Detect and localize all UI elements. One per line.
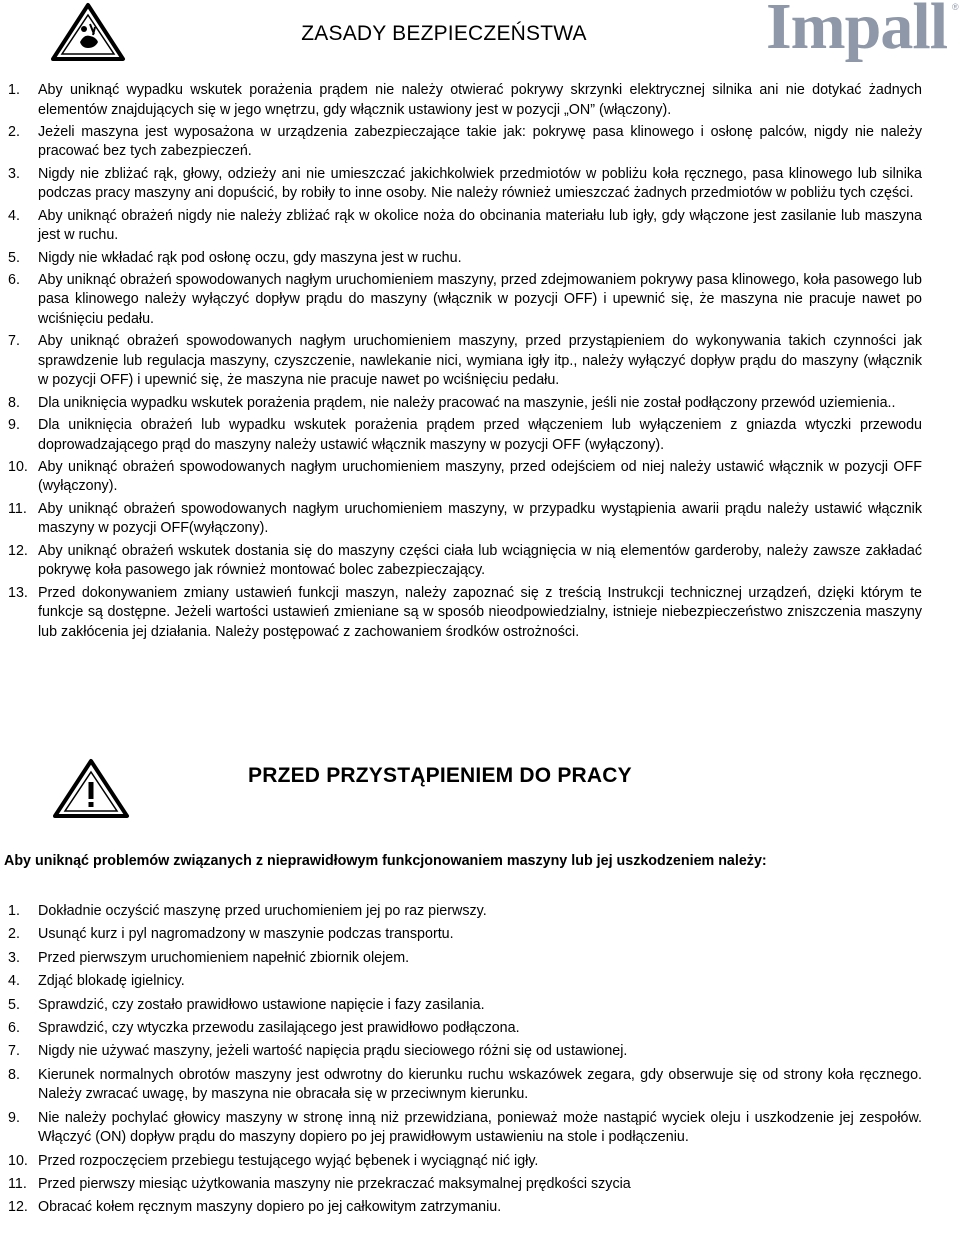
item-text: Przed pierwszym uruchomieniem napełnić zbiornik olejem.: [38, 949, 410, 966]
item-number: 12.: [8, 1199, 28, 1216]
item-text: Przed rozpoczęciem przebiegu testującego wyjąć bębenek i wyciągnąć nić igły.: [38, 1152, 539, 1169]
item-number: 10.: [8, 458, 28, 475]
item-text: Aby uniknąć obrażeń spowodowanych nagłym uruchomieniem maszyny, przed odejściem od niej należy ustawić włącznik w pozycji OFF (wyłączony).: [38, 458, 922, 495]
list-item: [8, 1042, 922, 1062]
item-number: 1.: [8, 82, 20, 98]
list-item: [8, 972, 922, 992]
item-text: Sprawdzić, czy wtyczka przewodu zasilającego jest prawidłowo podłączona.: [38, 1019, 520, 1036]
item-text: Kierunek normalnych obrotów maszyny jest odwrotny do kierunku ruchu wskazówek zegara, gdy obserwuje się od strony koła ręcznego. Należy zwracać uwagę, by maszyna nie obracała się w przeciwnym kierunku.: [38, 1066, 922, 1103]
list-item: [8, 271, 922, 330]
item-text: Przed pierwszy miesiąc użytkowania maszyny nie przekraczać maksymalnej prędkości szycia: [38, 1176, 631, 1193]
item-text: Obracać kołem ręcznym maszyny dopiero po jej całkowitym zatrzymaniu.: [38, 1199, 502, 1216]
list-item: [8, 332, 922, 391]
list-item: [8, 902, 922, 922]
list-item: [8, 123, 922, 162]
item-text: Aby uniknąć obrażeń nigdy nie należy zbliżać rąk w okolice noża do obcinania materiału lub igły, gdy włączone jest zasilanie lub maszyna jest w ruchu.: [38, 207, 922, 244]
list-item: [8, 1019, 922, 1039]
item-text: Usunąć kurz i pyl nagromadzony w maszynie podczas transportu.: [38, 926, 454, 943]
exclamation-warning-icon: [52, 758, 130, 825]
item-number: 4.: [8, 207, 20, 224]
item-number: 2.: [8, 926, 20, 943]
registered-mark: ®: [952, 2, 959, 12]
item-number: 8.: [8, 1066, 20, 1083]
item-number: 3.: [8, 949, 20, 966]
item-number: 10.: [8, 1152, 28, 1169]
list-item: [8, 458, 922, 497]
list-item: [8, 1198, 922, 1218]
item-number: 6.: [8, 1019, 20, 1036]
list-item: [8, 394, 922, 414]
item-number: 4.: [8, 973, 20, 990]
item-text: Dla uniknięcia obrażeń lub wypadku wskutek porażenia prądem przed włączeniem lub wyłączeniem z gniazda wtyczki przewodu doprowadzającego prąd do maszyny należy ustawić włącznik maszyny w pozycji OFF (wyłączony).: [38, 417, 922, 453]
item-text: Sprawdzić, czy zostało prawidłowo ustawione napięcie i fazy zasilania.: [38, 996, 485, 1013]
item-text: Jeżeli maszyna jest wyposażona w urządzenia zabezpieczające takie jak: pokrywę pasa klinowego i osłonę palców, nigdy nie należy pracować bez tych zabezpieczeń.: [38, 123, 922, 160]
section-title: PRZED PRZYSTĄPIENIEM DO PRACY: [248, 764, 632, 787]
item-number: 3.: [8, 165, 20, 182]
item-text: Nie należy pochylać głowicy maszyny w stronę inną niż przewidziana, ponieważ może nastąpić wyciek oleju i uszkodzenie jej zespołów. Włączyć (ON) dopływ prądu do maszyny dopiero po jej prawidłowym ustawieniu na stole i podłączeniu.: [38, 1109, 922, 1146]
item-number: 9.: [8, 417, 20, 433]
section-intro: Aby uniknąć problemów związanych z nieprawidłowym funkcjonowaniem maszyny lub jej uszkodzeniem należy:: [4, 853, 767, 869]
item-number: 13.: [8, 584, 28, 601]
item-number: 2.: [8, 123, 20, 140]
item-text: Nigdy nie zbliżać rąk, głowy, odzieży ani nie umieszczać jakichkolwiek przedmiotów w pobliżu koła ręcznego, pasa klinowego lub silnika podczas pracy maszyny ani dopuścić, by robiły to inne osoby. Nie należy również umieszczać żadnych przedmiotów w pobliżu tych części.: [38, 165, 922, 202]
safety-rules-list: [8, 81, 922, 645]
item-number: 8.: [8, 394, 20, 411]
item-text: Aby uniknąć obrażeń spowodowanych nagłym uruchomieniem maszyny, przed zdejmowaniem pokrywy pasa klinowego, koła pasowego lub pasa klinowego należy wyłączyć dopływ prądu do maszyny (włącznik w pozycji OFF) i upewnić się, że maszyna nie pracuje nawet po wciśnięciu pedału.: [38, 271, 922, 327]
item-text: Zdjąć blokadę igielnicy.: [38, 973, 185, 990]
list-item: [8, 1066, 922, 1105]
list-item: [8, 1175, 922, 1195]
item-text: Dokładnie oczyścić maszynę przed uruchomieniem jej po raz pierwszy.: [38, 903, 487, 919]
list-item: [8, 416, 922, 455]
list-item: [8, 1152, 922, 1172]
list-item: [8, 542, 922, 581]
item-number: 1.: [8, 903, 20, 919]
item-number: 9.: [8, 1109, 20, 1126]
list-item: [8, 207, 922, 246]
item-text: Nigdy nie używać maszyny, jeżeli wartość napięcia prądu sieciowego różni się od ustawionej.: [38, 1043, 628, 1060]
list-item: [8, 996, 922, 1016]
item-text: Aby uniknąć wypadku wskutek porażenia prądem nie należy otwierać pokrywy skrzynki elektrycznej silnika ani nie dotykać żadnych elementów znajdujących się w jego wnętrzu, gdy włącznik ustawiony jest w pozycji „ON” (włączony).: [38, 82, 922, 118]
item-number: 6.: [8, 271, 20, 288]
list-item: [8, 949, 922, 969]
list-item: [8, 165, 922, 204]
list-item: [8, 500, 922, 539]
logo-text: Impall: [766, 0, 948, 63]
item-text: Aby uniknąć obrażeń spowodowanych nagłym uruchomieniem maszyny, w przypadku wystąpienia awarii prądu należy ustawić włącznik maszyny w pozycji OFF(wyłączony).: [38, 500, 922, 537]
item-text: Dla uniknięcia wypadku wskutek porażenia prądem, nie należy pracować na maszynie, jeśli nie został podłączony przewód uziemienia..: [38, 394, 896, 411]
list-item: [8, 584, 922, 643]
item-number: 7.: [8, 1043, 20, 1060]
item-number: 5.: [8, 249, 20, 266]
page-title: ZASADY BEZPIECZEŃSTWA: [301, 22, 587, 45]
item-text: Aby uniknąć obrażeń spowodowanych nagłym uruchomieniem maszyny, przed przystąpieniem do wykonywania takich czynności jak sprawdzenie lub regulacja maszyny, czyszczenie, nawlekanie nici, wymiana igły itp., należy wyłączyć dopływ prądu do maszyny (włącznik w pozycji OFF) i upewnić się, że maszyna nie pracuje nawet po wciśnięciu pedału.: [38, 333, 922, 389]
list-item: [8, 1109, 922, 1148]
item-number: 11.: [8, 500, 27, 517]
item-number: 11.: [8, 1176, 27, 1193]
list-item: [8, 925, 922, 945]
item-text: Aby uniknąć obrażeń wskutek dostania się do maszyny części ciała lub wciągnięcia w nią elementów garderoby, należy zawsze zakładać pokrywę koła pasowego jak również montować bolec zabezpieczający.: [38, 542, 922, 579]
item-text: Nigdy nie wkładać rąk pod osłonę oczu, gdy maszyna jest w ruchu.: [38, 249, 462, 266]
item-text: Przed dokonywaniem zmiany ustawień funkcji maszyn, należy zapoznać się z treścią Instrukcji technicznej urządzeń, dzięki którym te funkcje są dostępne. Jeżeli wartości ustawień zmieniane są w sposób nieodpowiedzialny, istnieje niebezpieczeństwo zniszczenia maszyny lub zakłócenia jej działania. Należy postępować z zachowaniem środków ostrożności.: [38, 584, 922, 640]
item-number: 12.: [8, 542, 28, 559]
item-number: 7.: [8, 333, 20, 350]
item-number: 5.: [8, 996, 20, 1013]
preparation-steps-list: [8, 902, 922, 1222]
list-item: [8, 249, 922, 269]
list-item: [8, 81, 922, 120]
